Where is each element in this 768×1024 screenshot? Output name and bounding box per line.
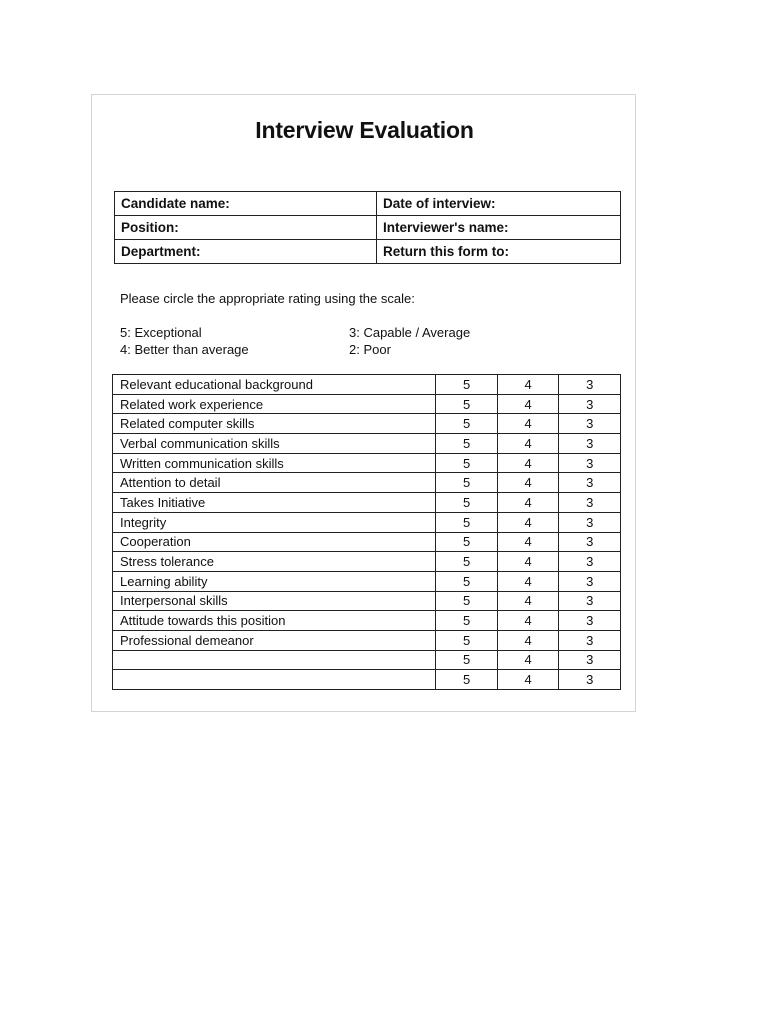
rating-option[interactable]: 3 xyxy=(559,670,621,690)
rating-option[interactable]: 3 xyxy=(559,532,621,552)
rating-option[interactable]: 3 xyxy=(559,630,621,650)
table-row xyxy=(113,591,621,611)
criterion-label: Integrity xyxy=(113,512,436,532)
rating-option[interactable]: 3 xyxy=(559,453,621,473)
scale-legend-left xyxy=(120,324,249,358)
rating-option[interactable]: 3 xyxy=(559,591,621,611)
form-title: Interview Evaluation xyxy=(255,117,474,143)
criterion-label: Related computer skills xyxy=(113,414,436,434)
rating-option[interactable]: 3 xyxy=(559,611,621,631)
rating-option[interactable]: 5 xyxy=(436,493,498,513)
rating-option[interactable]: 4 xyxy=(497,473,559,493)
evaluation-form-sheet xyxy=(91,94,636,712)
ratings-table xyxy=(112,374,621,690)
date-of-interview-field[interactable]: Date of interview: xyxy=(377,192,621,216)
criterion-label: Written communication skills xyxy=(113,453,436,473)
candidate-info-table xyxy=(114,191,621,264)
rating-option[interactable]: 5 xyxy=(436,512,498,532)
rating-option[interactable]: 5 xyxy=(436,434,498,454)
rating-option[interactable]: 5 xyxy=(436,670,498,690)
criterion-label: Learning ability xyxy=(113,571,436,591)
table-row xyxy=(113,630,621,650)
rating-option[interactable]: 4 xyxy=(497,591,559,611)
rating-option[interactable]: 5 xyxy=(436,414,498,434)
rating-option[interactable]: 3 xyxy=(559,473,621,493)
rating-option[interactable]: 5 xyxy=(436,630,498,650)
rating-option[interactable]: 4 xyxy=(497,571,559,591)
table-row xyxy=(113,473,621,493)
rating-option[interactable]: 3 xyxy=(559,512,621,532)
criterion-label xyxy=(113,670,436,690)
rating-option[interactable]: 5 xyxy=(436,394,498,414)
rating-option[interactable]: 4 xyxy=(497,552,559,572)
table-row xyxy=(113,493,621,513)
rating-option[interactable]: 5 xyxy=(436,375,498,395)
criterion-label: Stress tolerance xyxy=(113,552,436,572)
info-row xyxy=(115,192,621,216)
info-row xyxy=(115,240,621,264)
criterion-label: Attention to detail xyxy=(113,473,436,493)
scale-item-5: 5: Exceptional xyxy=(120,325,202,340)
rating-option[interactable]: 4 xyxy=(497,650,559,670)
rating-option[interactable]: 4 xyxy=(497,532,559,552)
criterion-label: Attitude towards this position xyxy=(113,611,436,631)
criterion-label: Related work experience xyxy=(113,394,436,414)
table-row xyxy=(113,650,621,670)
rating-option[interactable]: 4 xyxy=(497,375,559,395)
position-field[interactable]: Position: xyxy=(115,216,377,240)
rating-option[interactable]: 3 xyxy=(559,375,621,395)
rating-option[interactable]: 3 xyxy=(559,493,621,513)
scale-item-3: 3: Capable / Average xyxy=(349,325,471,340)
rating-option[interactable]: 3 xyxy=(559,414,621,434)
table-row xyxy=(113,434,621,454)
rating-option[interactable]: 5 xyxy=(436,473,498,493)
table-row xyxy=(113,394,621,414)
interviewer-name-field[interactable]: Interviewer's name: xyxy=(377,216,621,240)
rating-option[interactable]: 4 xyxy=(497,493,559,513)
rating-option[interactable]: 3 xyxy=(559,434,621,454)
rating-option[interactable]: 4 xyxy=(497,434,559,454)
criterion-label: Cooperation xyxy=(113,532,436,552)
rating-option[interactable]: 3 xyxy=(559,650,621,670)
scale-item-2: 2: Poor xyxy=(349,342,391,357)
candidate-name-field[interactable]: Candidate name: xyxy=(115,192,377,216)
department-field[interactable]: Department: xyxy=(115,240,377,264)
criterion-label xyxy=(113,650,436,670)
table-row xyxy=(113,532,621,552)
table-row xyxy=(113,670,621,690)
return-form-to-field[interactable]: Return this form to: xyxy=(377,240,621,264)
rating-option[interactable]: 4 xyxy=(497,414,559,434)
table-row xyxy=(113,571,621,591)
rating-option[interactable]: 5 xyxy=(436,552,498,572)
table-row xyxy=(113,552,621,572)
rating-option[interactable]: 4 xyxy=(497,394,559,414)
scale-legend-right xyxy=(349,324,470,358)
table-row xyxy=(113,414,621,434)
rating-option[interactable]: 5 xyxy=(436,571,498,591)
rating-option[interactable]: 5 xyxy=(436,650,498,670)
rating-option[interactable]: 4 xyxy=(497,630,559,650)
rating-option[interactable]: 3 xyxy=(559,552,621,572)
table-row xyxy=(113,375,621,395)
rating-option[interactable]: 5 xyxy=(436,453,498,473)
criterion-label: Takes Initiative xyxy=(113,493,436,513)
info-row xyxy=(115,216,621,240)
criterion-label: Verbal communication skills xyxy=(113,434,436,454)
table-row xyxy=(113,512,621,532)
criterion-label: Professional demeanor xyxy=(113,630,436,650)
rating-option[interactable]: 3 xyxy=(559,571,621,591)
rating-option[interactable]: 4 xyxy=(497,453,559,473)
rating-option[interactable]: 4 xyxy=(497,512,559,532)
criterion-label: Relevant educational background xyxy=(113,375,436,395)
criterion-label: Interpersonal skills xyxy=(113,591,436,611)
rating-option[interactable]: 5 xyxy=(436,532,498,552)
rating-option[interactable]: 4 xyxy=(497,670,559,690)
rating-option[interactable]: 5 xyxy=(436,611,498,631)
rating-instruction: Please circle the appropriate rating using the scale: xyxy=(120,291,415,306)
rating-option[interactable]: 3 xyxy=(559,394,621,414)
table-row xyxy=(113,611,621,631)
rating-option[interactable]: 4 xyxy=(497,611,559,631)
scale-item-4: 4: Better than average xyxy=(120,342,249,357)
table-row xyxy=(113,453,621,473)
rating-option[interactable]: 5 xyxy=(436,591,498,611)
